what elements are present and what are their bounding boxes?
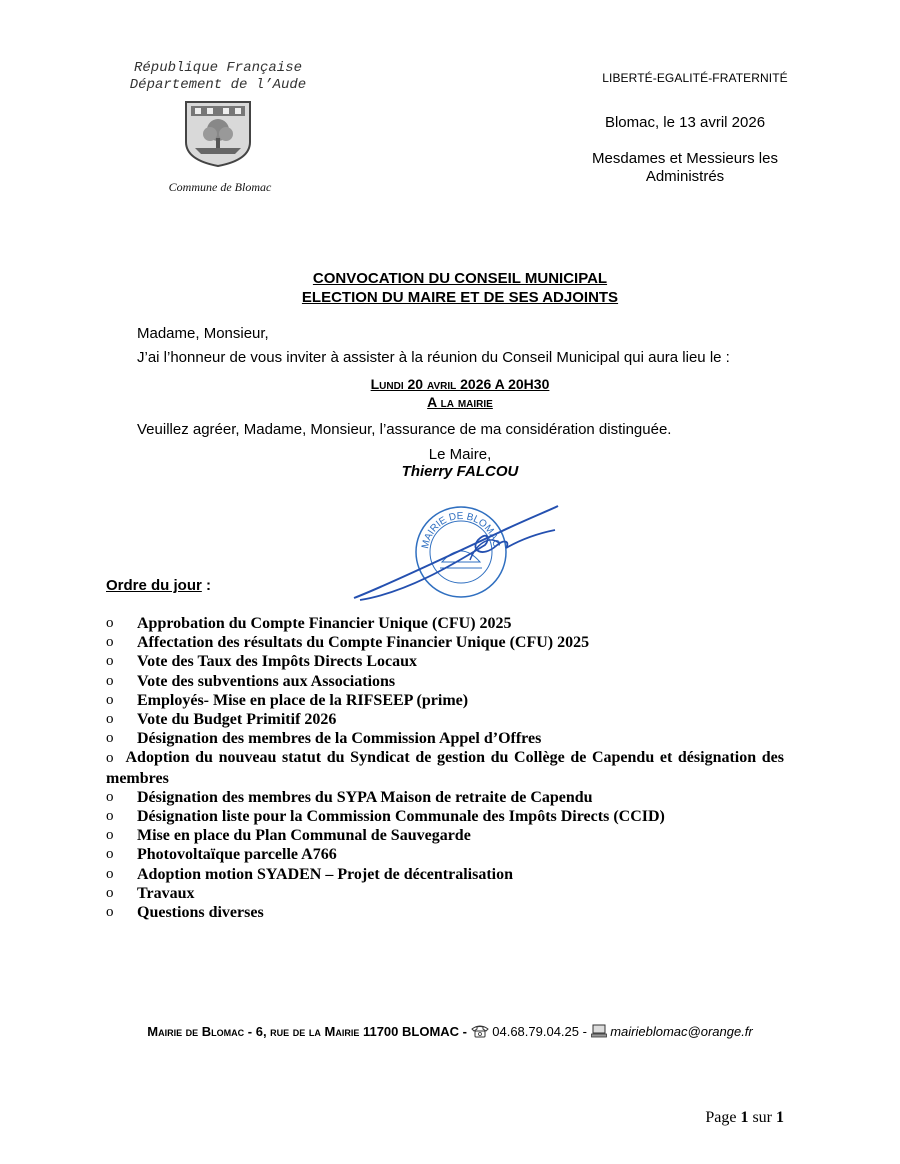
agenda-item: o Photovoltaïque parcelle A766 [106, 846, 337, 864]
document-title: CONVOCATION DU CONSEIL MUNICIPAL [312, 270, 608, 287]
agenda-item: o Désignation des membres du SYPA Maison de retraite de Capendu [106, 788, 593, 806]
agenda-item: o Vote du Budget Primitif 2026 [106, 711, 337, 729]
bullet-icon: o [106, 788, 114, 805]
bullet-icon: o [106, 846, 114, 863]
commune-coat-of-arms-icon [183, 98, 253, 168]
agenda-heading [106, 577, 211, 594]
agenda-item: o Questions diverses [106, 904, 264, 922]
footer-email[interactable]: mairieblomac@orange.fr [610, 1024, 753, 1039]
bullet-icon: o [106, 691, 114, 708]
official-stamp-and-signature [350, 500, 565, 605]
computer-icon [591, 1024, 607, 1038]
invitation-text: J’ai l’honneur de vous inviter à assister à la réunion du Conseil Municipal qui aura lieu le : [137, 349, 730, 366]
bullet-icon: o [106, 672, 114, 689]
footer-phone: 04.68.79.04.25 [492, 1024, 579, 1039]
agenda-item: o Vote des Taux des Impôts Directs Locaux [106, 653, 418, 671]
bullet-icon: o [106, 711, 114, 728]
telephone-icon [471, 1024, 489, 1038]
agenda-item: o Désignation des membres de la Commission Appel d’Offres [106, 730, 542, 748]
footer-contact [100, 1024, 800, 1039]
bullet-icon: o [106, 634, 114, 651]
place-and-date: Blomac, le 13 avril 2026 [604, 114, 766, 131]
recipients-line-1: Mesdames et Messieurs les [592, 150, 778, 167]
footer-separator: - [582, 1024, 587, 1039]
signatory-name: Thierry FALCOU [401, 463, 519, 480]
footer-address: Mairie de Blomac - 6, rue de la Mairie 11700 BLOMAC - [147, 1024, 467, 1039]
agenda-item: o Adoption motion SYADEN – Projet de décentralisation [106, 865, 514, 883]
bullet-icon: o [106, 730, 114, 747]
recipients [560, 150, 810, 186]
bullet-icon: o [106, 808, 114, 825]
salutation: Madame, Monsieur, [137, 325, 269, 342]
agenda-item: o Mise en place du Plan Communal de Sauvegarde [106, 827, 471, 845]
agenda-heading-suffix: : [201, 577, 212, 594]
agenda-item: o Adoption du nouveau statut du Syndicat de gestion du Collège de Capendu et désignation des membres [106, 749, 784, 787]
bullet-icon: o [106, 865, 114, 882]
motto: LIBERTÉ-EGALITÉ-FRATERNITÉ [602, 71, 788, 85]
page-number: Page 1 sur 1 [705, 1109, 784, 1126]
republic-line: République Française [133, 60, 303, 76]
agenda-item: o Employés- Mise en place de la RIFSEEP (prime) [106, 691, 469, 709]
closing-formula: Veuillez agréer, Madame, Monsieur, l’assurance de ma considération distinguée. [137, 421, 672, 438]
commune-name: Commune de Blomac [168, 180, 272, 194]
signatory-title: Le Maire, [428, 446, 492, 463]
agenda-item: o Approbation du Compte Financier Unique (CFU) 2025 [106, 615, 512, 632]
bullet-icon: o [106, 884, 114, 901]
document-subtitle: ELECTION DU MAIRE ET DE SES ADJOINTS [301, 289, 619, 306]
agenda-heading-label: Ordre du jour [106, 577, 202, 594]
agenda-item: o Travaux [106, 884, 195, 902]
department-line: Département de l’Aude [129, 77, 307, 93]
recipients-line-2: Administrés [645, 168, 725, 185]
bullet-icon: o [106, 750, 114, 767]
agenda-item: o Affectation des résultats du Compte Financier Unique (CFU) 2025 [106, 634, 590, 652]
bullet-icon: o [106, 904, 114, 921]
agenda-item: o Vote des subventions aux Associations [106, 672, 396, 690]
agenda-item: o Désignation liste pour la Commission Communale des Impôts Directs (CCID) [106, 808, 665, 826]
republic-header [100, 60, 336, 94]
bullet-icon: o [106, 615, 114, 631]
stamp-text: MAIRIE DE BLOMAC [420, 510, 502, 550]
bullet-icon: o [106, 653, 114, 670]
bullet-icon: o [106, 827, 114, 844]
meeting-date: Lundi 20 avril 2026 A 20H30 [370, 376, 550, 392]
meeting-place: A la mairie [427, 394, 493, 410]
agenda-list [106, 614, 784, 922]
